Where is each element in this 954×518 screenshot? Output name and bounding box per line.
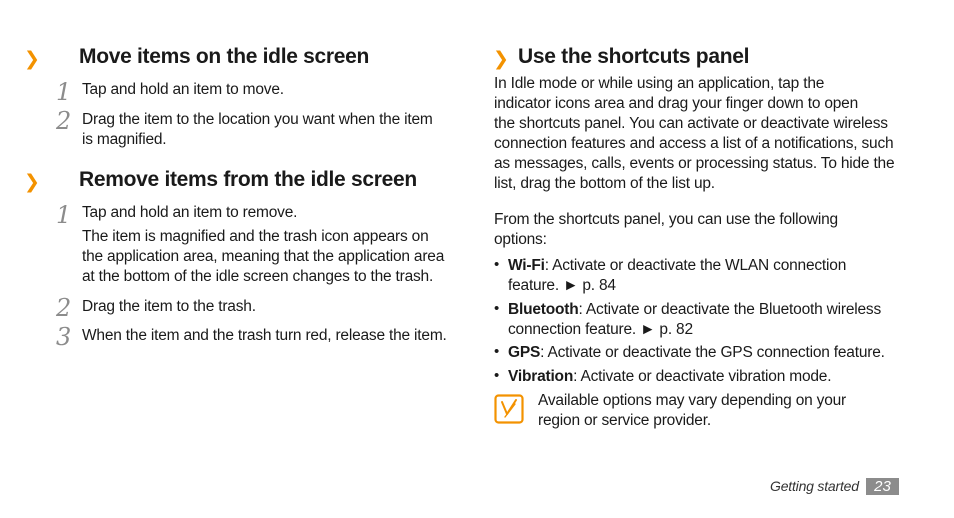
step-number: 2	[56, 294, 72, 322]
chevron-right-icon: ❯	[493, 49, 509, 70]
intro-line: In Idle mode or while using an application, tap the	[494, 75, 825, 92]
intro-line: list, drag the bottom of the list up.	[494, 175, 715, 192]
note-text: region or service provider.	[538, 412, 711, 429]
intro-line: as messages, calls, events or processing status. To hide the	[494, 155, 895, 172]
chevron-right-icon: ❯	[24, 172, 40, 193]
step-detail: the application area, meaning that the application area	[82, 248, 445, 265]
bullet-desc: : Activate or deactivate the WLAN connection	[544, 257, 847, 274]
step-detail: The item is magnified and the trash icon appears on	[82, 228, 429, 245]
bullet-item	[508, 367, 831, 387]
bullet-icon: •	[494, 343, 500, 360]
step-number: 3	[56, 323, 72, 351]
bullet-term: GPS	[508, 344, 541, 361]
bullet-desc: connection feature. ► p. 82	[508, 321, 693, 338]
note-text: Available options may vary depending on your	[538, 392, 847, 409]
bullet-desc: : Activate or deactivate the Bluetooth wireless	[578, 301, 882, 318]
note-pencil-icon	[494, 394, 524, 424]
section-heading-shortcuts-panel: Use the shortcuts panel	[518, 45, 750, 68]
intro-line: indicator icons area and drag your finger down to open	[494, 95, 859, 112]
step-number: 2	[56, 107, 72, 135]
step-text: Drag the item to the trash.	[82, 298, 256, 315]
page-number: 23	[866, 478, 899, 495]
bullet-term: Wi-Fi	[508, 257, 545, 274]
bullet-desc: : Activate or deactivate the GPS connection feature.	[540, 344, 885, 361]
bullet-item	[508, 256, 846, 276]
bullet-term: Bluetooth	[508, 301, 579, 318]
chevron-right-icon: ❯	[24, 49, 40, 70]
bullet-icon: •	[494, 300, 500, 317]
step-text: Tap and hold an item to move.	[82, 81, 284, 98]
step-text: When the item and the trash turn red, release the item.	[82, 327, 447, 344]
section-heading-remove-items: Remove items from the idle screen	[79, 168, 417, 191]
step-text: Tap and hold an item to remove.	[82, 204, 298, 221]
options-intro-line: From the shortcuts panel, you can use the following	[494, 211, 838, 228]
intro-line: the shortcuts panel. You can activate or deactivate wireless	[494, 115, 888, 132]
bullet-item	[508, 343, 885, 363]
step-detail: at the bottom of the idle screen changes to the trash.	[82, 268, 434, 285]
bullet-icon: •	[494, 367, 500, 384]
bullet-desc: feature. ► p. 84	[508, 277, 616, 294]
step-number: 1	[56, 201, 72, 229]
intro-line: connection features and access a list of a notifications, such	[494, 135, 894, 152]
step-text: Drag the item to the location you want when the item	[82, 111, 433, 128]
bullet-desc: : Activate or deactivate vibration mode.	[573, 368, 832, 385]
step-text: is magnified.	[82, 131, 167, 148]
options-intro-line: options:	[494, 231, 547, 248]
bullet-icon: •	[494, 256, 500, 273]
section-heading-move-items: Move items on the idle screen	[79, 45, 370, 68]
bullet-term: Vibration	[508, 368, 574, 385]
bullet-item	[508, 300, 881, 320]
step-number: 1	[56, 78, 72, 106]
footer-section-label: Getting started	[770, 478, 859, 494]
